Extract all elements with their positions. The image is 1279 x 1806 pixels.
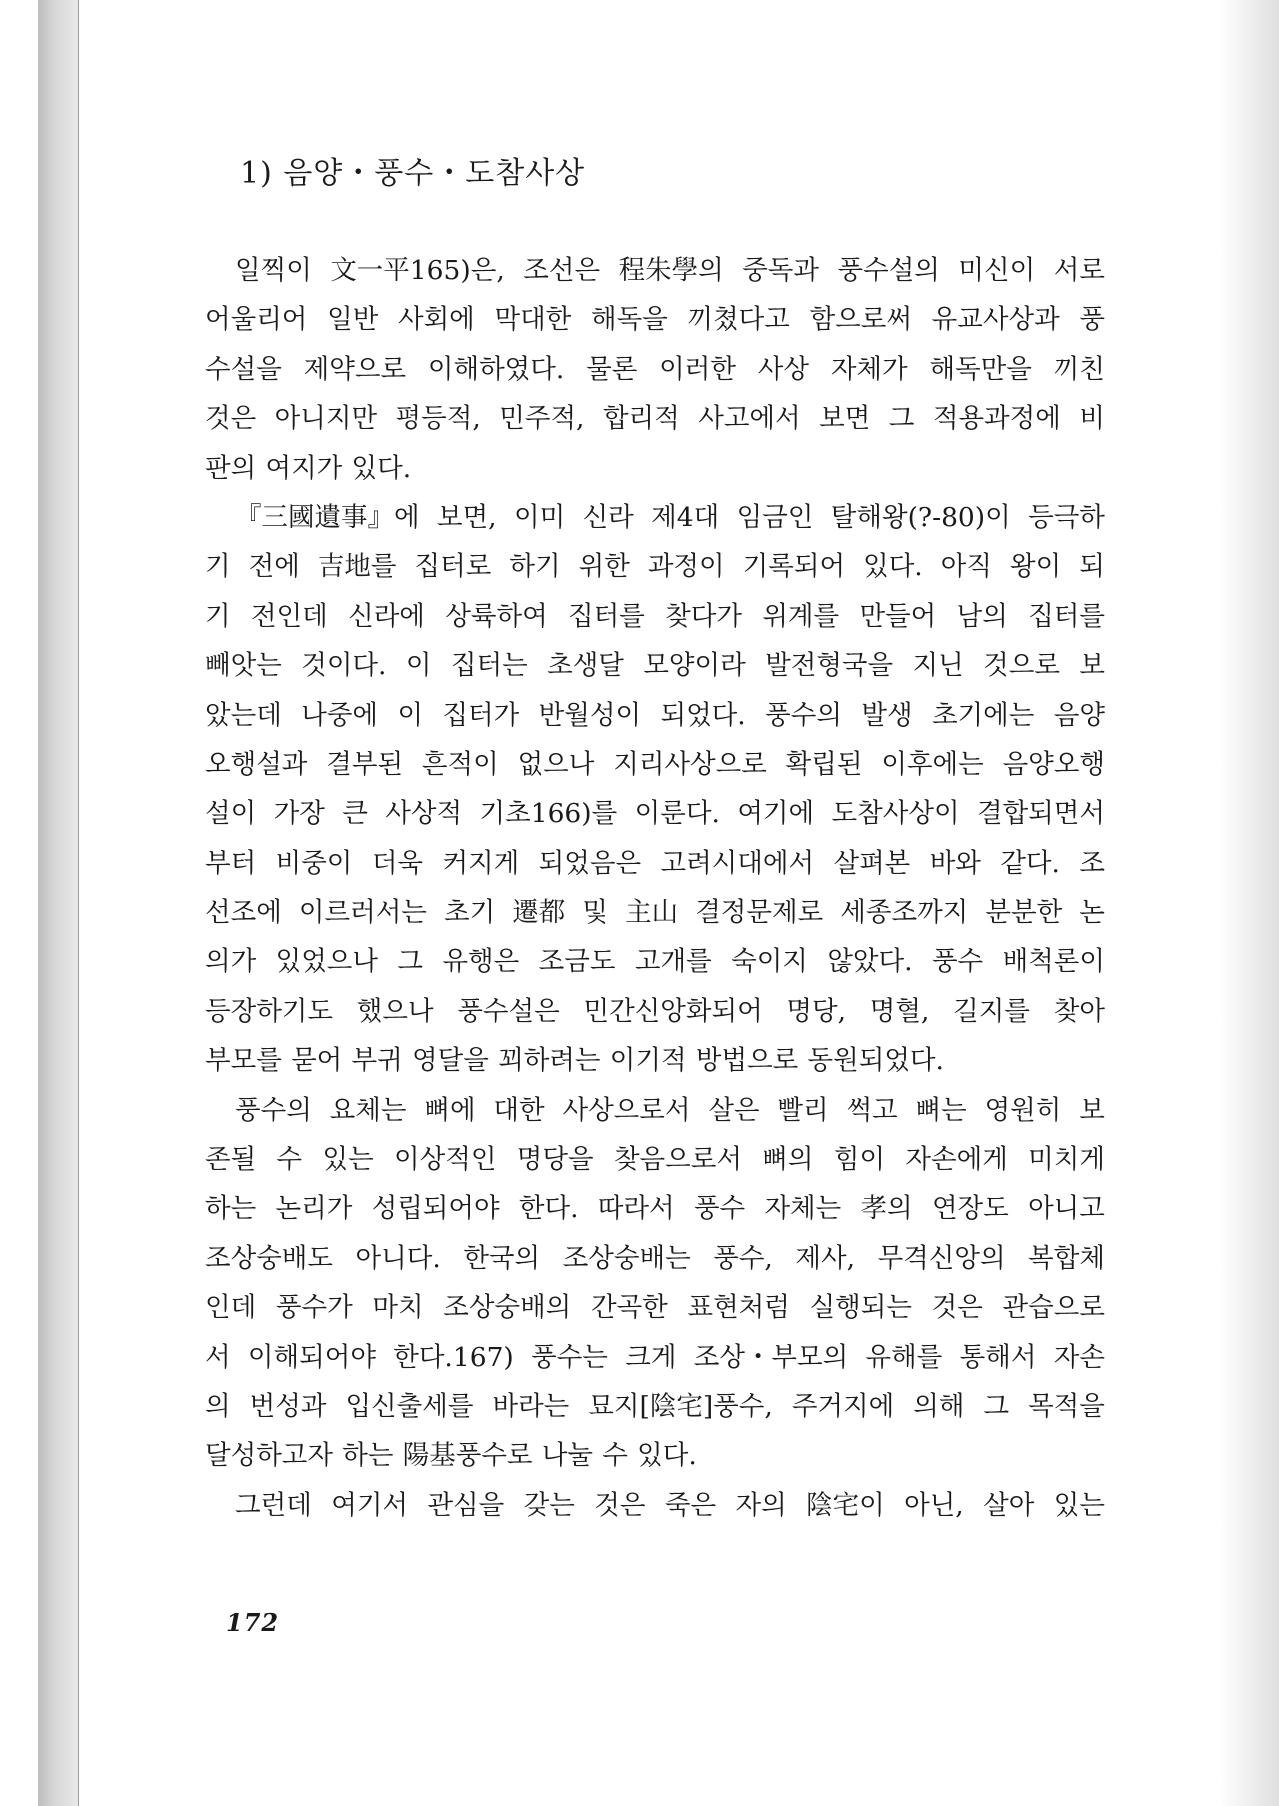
word: 부귀: [351, 1045, 403, 1077]
word: 끼쳤다고: [687, 304, 790, 336]
word: 이후에는: [881, 748, 984, 780]
word: 풍수설은: [457, 995, 560, 1027]
word: 수: [602, 1440, 628, 1472]
word: 않았다.: [827, 946, 913, 978]
word: 명혈,: [869, 995, 930, 1027]
page-number: 172: [226, 1608, 280, 1637]
word: 힘이: [833, 1144, 886, 1176]
word: 성립되어야: [371, 1193, 500, 1225]
word: 등극하: [1028, 501, 1105, 533]
word: 孝의: [860, 1193, 913, 1225]
word: 명당,: [786, 995, 847, 1027]
word: 일반: [327, 304, 379, 336]
word: 제4대: [651, 501, 720, 533]
word: 지리사상으로: [613, 748, 767, 780]
word: 가장: [273, 798, 325, 830]
word: 입신출세를: [345, 1390, 474, 1422]
word: 세종조까지: [840, 897, 969, 929]
text-line: [205, 345, 1105, 394]
word: 어울리어: [205, 304, 308, 336]
word: 일찍이: [235, 255, 312, 286]
text-line: [205, 691, 1105, 740]
word: 살은: [708, 1094, 760, 1126]
text-line: [205, 295, 1105, 344]
word: 한다.167): [393, 1341, 514, 1373]
word: 달성하고자: [205, 1440, 333, 1472]
word: 文一平165)은,: [330, 255, 505, 286]
word: 하기: [509, 551, 561, 583]
word: 것이다.: [301, 650, 387, 682]
word: 무격신앙의: [877, 1242, 1006, 1274]
word: 主山: [625, 897, 679, 929]
word: 함으로써: [809, 304, 912, 336]
word: 전인데: [250, 600, 328, 632]
word: 미치게: [1028, 1144, 1105, 1176]
word: 흔적이: [421, 748, 499, 780]
word: 부터: [205, 847, 257, 879]
word: 해독만을: [929, 353, 1032, 385]
word: 번성과: [249, 1390, 327, 1422]
word: 이기적: [609, 1045, 687, 1077]
word: 논리가: [275, 1193, 353, 1225]
text-line: [205, 1234, 1105, 1283]
word: 풍수가: [275, 1292, 353, 1324]
word: 했으나: [356, 995, 434, 1027]
word: 풍수의: [765, 699, 842, 731]
word: 풍수설의: [837, 255, 940, 286]
word: 있는: [1053, 1489, 1105, 1521]
word: 초기에는: [931, 699, 1035, 731]
word: 전에: [248, 551, 300, 583]
section-title: 1) 음양・풍수・도참사상: [240, 156, 586, 191]
word: 꾀하려는: [498, 1045, 601, 1077]
word: 이해하였다.: [427, 353, 565, 385]
text-line: [205, 394, 1105, 443]
word: 주거지에: [791, 1390, 895, 1422]
word: 살펴본: [833, 847, 911, 879]
word: 왕이: [1010, 551, 1062, 583]
word: 있는: [322, 1144, 374, 1176]
text-line: [205, 740, 1105, 789]
word: 사상으로서: [562, 1094, 691, 1126]
text-line: [205, 1184, 1105, 1233]
word: 풍수: [693, 1193, 746, 1225]
word: 하는: [342, 1440, 394, 1472]
word: 기초166)를: [479, 798, 618, 830]
word: 크게: [625, 1341, 677, 1373]
word: 것은: [931, 1292, 983, 1324]
word: 이해되어야: [247, 1341, 376, 1373]
word: 찾다가: [665, 600, 742, 632]
word: 찾음으로서: [613, 1144, 742, 1176]
word: 조상숭배의: [443, 1292, 572, 1324]
word: 발전형국을: [765, 650, 894, 682]
page-edge-shadow: [1219, 0, 1279, 1806]
word: 조상숭배는: [562, 1242, 691, 1274]
word: 요체는: [329, 1094, 407, 1126]
word: 이미: [513, 501, 566, 533]
word: 만들어: [859, 600, 937, 632]
word: 유행은: [442, 946, 520, 978]
word: 과정이: [647, 551, 725, 583]
word: 이: [405, 650, 432, 682]
word: 인데: [205, 1292, 257, 1324]
word: 판의: [205, 452, 257, 484]
word: 아닌,: [904, 1489, 964, 1521]
word: 기: [205, 551, 231, 583]
word: 간곡한: [590, 1292, 668, 1324]
word: 나중에: [301, 699, 379, 731]
word: 보면,: [436, 501, 497, 533]
word: 신라에: [348, 600, 425, 632]
word: 풍: [1079, 304, 1105, 336]
text-line: [205, 1333, 1105, 1382]
word: 자의: [735, 1489, 787, 1521]
word: 남의: [956, 600, 1008, 632]
word: 결부된: [326, 748, 404, 780]
word: 풍수: [931, 946, 984, 978]
word: 마치: [372, 1292, 424, 1324]
word: 부모를: [205, 1045, 282, 1077]
word: 吉地를: [317, 551, 397, 583]
word: 고려시대에서: [660, 847, 815, 879]
word: 서: [205, 1341, 231, 1373]
word: 있다.: [351, 452, 412, 484]
word: 임금인: [736, 501, 814, 533]
word: 물론: [586, 353, 638, 385]
word: 기: [205, 600, 231, 632]
text-line: [205, 789, 1105, 838]
word: 고개를: [634, 946, 712, 978]
word: 살아: [983, 1489, 1035, 1521]
word: 발생: [861, 699, 913, 731]
word: 이: [397, 699, 424, 731]
word: 관습으로: [1002, 1292, 1105, 1324]
word: 의: [205, 1390, 231, 1422]
word: 의해: [913, 1390, 965, 1422]
word: 비중이: [275, 847, 353, 879]
word: 목적을: [1028, 1390, 1105, 1422]
word: 선조에: [205, 897, 282, 929]
word: 보면: [819, 403, 871, 435]
word: 결정문제로: [695, 897, 824, 929]
word: 막대한: [494, 304, 572, 336]
word: 초생달: [547, 650, 624, 682]
word: 아니고: [1028, 1193, 1105, 1225]
word: 지닌: [912, 650, 964, 682]
word: 보: [1079, 1094, 1105, 1126]
word: 관심을: [427, 1489, 505, 1521]
word: 적용과정에: [932, 403, 1061, 435]
word: 영달을: [412, 1045, 489, 1077]
word: 풍수는: [531, 1341, 608, 1373]
word: 아니다.: [355, 1242, 441, 1274]
word: 민간신앙화되어: [583, 995, 763, 1027]
word: 있었으나: [275, 946, 379, 978]
word: 중독과: [742, 255, 819, 286]
word: 숙이지: [731, 946, 808, 978]
text-line: [205, 888, 1105, 937]
word: 한국의: [463, 1242, 541, 1274]
word: 사회에: [397, 304, 475, 336]
text-line: [205, 839, 1105, 888]
text-line: [205, 641, 1105, 690]
word: 뼈의: [762, 1144, 814, 1176]
word: 집터를: [568, 600, 645, 632]
word: 바라는: [492, 1390, 570, 1422]
word: 아직: [940, 551, 992, 583]
word: 초기: [444, 897, 496, 929]
word: 끼친: [1053, 353, 1105, 385]
word: 길지를: [953, 995, 1030, 1027]
word: 것은: [594, 1489, 646, 1521]
word: 사고에서: [698, 403, 801, 435]
word: 遷都: [512, 897, 566, 929]
word: 설이: [205, 798, 257, 830]
word: 합리적: [602, 403, 680, 435]
word: 그런데: [235, 1489, 312, 1521]
text-line: [205, 542, 1105, 591]
word: 음양: [1053, 699, 1105, 731]
word: 평등적,: [395, 403, 481, 435]
word: 되었음은: [538, 847, 642, 879]
word: 오행설과: [205, 748, 308, 780]
word: 신라: [582, 501, 634, 533]
word: 같다.: [1000, 847, 1060, 879]
word: 조선은: [523, 255, 601, 286]
word: 그: [888, 403, 915, 435]
word: 『三國遺事』에: [235, 501, 420, 533]
word: 표현처럼: [687, 1292, 790, 1324]
word: 탈해왕(?-80)이: [830, 501, 1011, 533]
word: 썩고: [846, 1094, 898, 1126]
text-line: [205, 493, 1105, 542]
word: 죽은: [664, 1489, 717, 1521]
body-text: [205, 246, 1105, 1530]
word: 빼앗는: [205, 650, 282, 682]
word: 갖는: [523, 1489, 575, 1521]
word: 여지가: [265, 452, 343, 484]
word: 따라서: [597, 1193, 675, 1225]
text-line: [205, 592, 1105, 641]
word: 이상적인: [394, 1144, 497, 1176]
word: 등장하기도: [205, 995, 333, 1027]
word: 서로: [1053, 255, 1105, 286]
word: 영원히: [984, 1094, 1062, 1126]
word: 민주적,: [499, 403, 585, 435]
word: 기록되어: [742, 551, 846, 583]
word: 비: [1079, 403, 1105, 435]
word: 집터는: [450, 650, 528, 682]
word: 이러한: [659, 353, 736, 385]
word: 명당을: [516, 1144, 594, 1176]
word: 되: [1079, 551, 1105, 583]
word: 자체는: [764, 1193, 842, 1225]
word: 분분한: [985, 897, 1063, 929]
word: 陽基풍수로: [402, 1440, 533, 1472]
word: 조상・부모의: [693, 1341, 849, 1373]
word: 뼈는: [915, 1094, 967, 1126]
word: 조: [1079, 847, 1105, 879]
word: 사상적: [385, 798, 463, 830]
text-line: [205, 1135, 1105, 1184]
word: 나눌: [541, 1440, 594, 1472]
word: 해독을: [590, 304, 668, 336]
text-line: [205, 987, 1105, 1036]
word: 여기서: [331, 1489, 409, 1521]
word: 의가: [205, 946, 257, 978]
word: 방법으로: [695, 1045, 799, 1077]
word: 집터가: [442, 699, 520, 731]
text-line: [205, 1481, 1105, 1530]
word: 실행되는: [809, 1292, 912, 1324]
word: 이르러서는: [298, 897, 427, 929]
word: 사상: [757, 353, 809, 385]
word: 이룬다.: [634, 798, 720, 830]
word: 동원되었다.: [807, 1045, 944, 1077]
word: 아니지만: [274, 403, 378, 435]
word: 배척론이: [1002, 946, 1105, 978]
text-line: [205, 1431, 1105, 1480]
word: 유교사상과: [931, 304, 1060, 336]
word: 및: [582, 897, 608, 929]
word: 그: [397, 946, 424, 978]
word: 있다.: [637, 1440, 697, 1472]
text-line: [205, 1283, 1105, 1332]
word: 집터를: [1028, 600, 1105, 632]
word: 조상숭배도: [205, 1242, 333, 1274]
word: 유해를: [865, 1341, 943, 1373]
word: 제약으로: [303, 353, 407, 385]
word: 자손에게: [905, 1144, 1008, 1176]
word: 연장도: [931, 1193, 1009, 1225]
text-line: [205, 246, 1105, 295]
word: 것은: [205, 403, 257, 435]
word: 복합체: [1028, 1242, 1105, 1274]
word: 자체가: [830, 353, 908, 385]
word: 았는데: [205, 699, 282, 731]
word: 결합되면서: [976, 798, 1105, 830]
word: 찾아: [1053, 995, 1105, 1027]
word: 통해서: [959, 1341, 1037, 1373]
text-line: [205, 1382, 1105, 1431]
word: 되었다.: [660, 699, 746, 731]
word: 바와: [929, 847, 981, 879]
word: 반월성이: [538, 699, 642, 731]
word: 수설을: [205, 353, 282, 385]
word: 미신이: [958, 255, 1036, 286]
word: 그: [983, 1390, 1010, 1422]
word: 수: [276, 1144, 303, 1176]
word: 묻어: [291, 1045, 343, 1077]
word: 자손: [1053, 1341, 1105, 1373]
word: 커지게: [442, 847, 520, 879]
word: 모양이라: [643, 650, 746, 682]
word: 더욱: [371, 847, 424, 879]
word: 陰宅이: [806, 1489, 885, 1521]
word: 존될: [205, 1144, 257, 1176]
word: 빨리: [777, 1094, 829, 1126]
word: 것으로: [983, 650, 1060, 682]
word: 제사,: [795, 1242, 856, 1274]
word: 큰: [342, 798, 368, 830]
word: 하는: [205, 1193, 257, 1225]
word: 음양오행: [1002, 748, 1105, 780]
word: 위한: [578, 551, 630, 583]
word: 없으나: [517, 748, 595, 780]
word: 있다.: [863, 551, 923, 583]
word: 논: [1079, 897, 1105, 929]
word: 상륙하여: [445, 600, 548, 632]
word: 程朱學의: [618, 255, 724, 286]
word: 풍수,: [713, 1242, 773, 1274]
word: 위계를: [762, 600, 840, 632]
text-line: [205, 1036, 1105, 1085]
word: 뼈에: [424, 1094, 476, 1126]
word: 한다.: [518, 1193, 579, 1225]
word: 보: [1079, 650, 1105, 682]
book-spine: [38, 0, 78, 1806]
word: 여기에: [737, 798, 815, 830]
text-line: [205, 444, 1105, 493]
word: 도참사상이: [831, 798, 960, 830]
word: 조금도: [538, 946, 616, 978]
word: 집터로: [414, 551, 492, 583]
word: 묘지[陰宅]풍수,: [588, 1390, 773, 1422]
word: 대한: [493, 1094, 545, 1126]
text-line: [205, 937, 1105, 986]
text-line: [205, 1086, 1105, 1135]
word: 확립된: [785, 748, 863, 780]
word: 풍수의: [235, 1094, 312, 1126]
